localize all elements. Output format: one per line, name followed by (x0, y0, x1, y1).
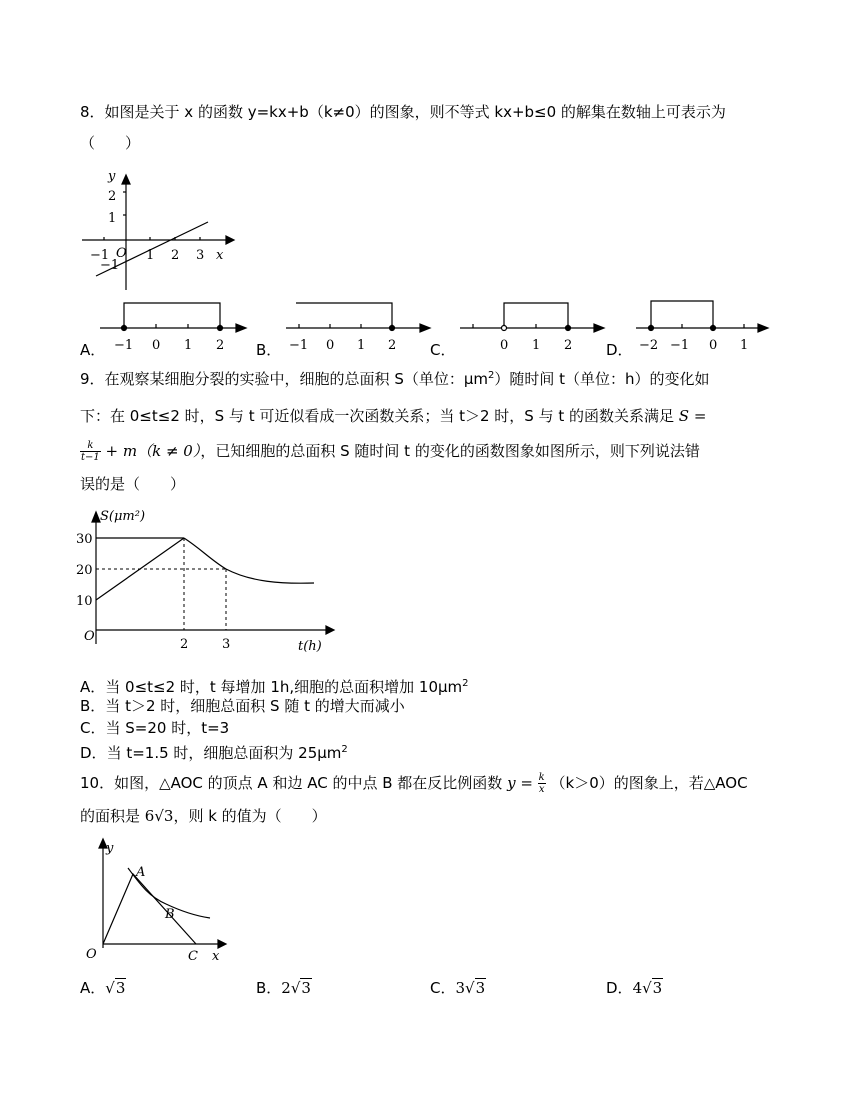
q8-b-bracket (296, 303, 392, 328)
q9-fraction: $\frac{k}{t-1}$ (81, 440, 100, 463)
q9-y-tick-20: 20 (76, 563, 93, 578)
q8-option-c-numberline (460, 296, 610, 356)
svg-text:1: 1 (532, 338, 541, 353)
svg-text:1: 1 (357, 338, 366, 353)
q8-stem-line2: （ ） (80, 134, 141, 152)
q9-area-chart (76, 504, 346, 654)
q9-option-d: D．当 t=1.5 时，细胞总面积为 $25\mu m^2$ (80, 744, 348, 762)
q8-x-label: x (216, 248, 224, 263)
svg-text:2: 2 (216, 338, 225, 353)
q8-y-tick-2: 2 (108, 189, 117, 204)
q10-triangle (103, 874, 196, 944)
q8-y-label: y (108, 169, 116, 184)
q8-option-b-numberline (286, 296, 436, 356)
q8-d-bracket (651, 301, 713, 328)
q8-origin-label: O (116, 246, 127, 261)
q10-stem-line2: 的面积是 6√3，则 k 的值为（ ） (80, 807, 327, 825)
q9-option-a: A．当 0≤t≤2 时，t 每增加 1h,细胞的总面积增加 $10\mu m^2$ (80, 678, 469, 696)
svg-text:−2: −2 (639, 338, 659, 353)
q8-y-tick-neg1: −1 (100, 258, 120, 273)
q8-x-tick-neg1: −1 (90, 248, 110, 263)
q10-label-x: x (212, 949, 220, 964)
q8-x-arrow (226, 236, 234, 244)
q10-label-o: O (86, 947, 97, 962)
q8-y-arrow (122, 175, 130, 184)
q9-origin: O (84, 629, 95, 644)
q8-a-bracket (124, 303, 220, 328)
q8-option-a-numberline (100, 296, 250, 356)
svg-text:2: 2 (388, 338, 397, 353)
q8-option-a-letter: A． (80, 341, 106, 359)
q10-option-b: B．2√3 (256, 979, 311, 997)
q10-label-a: A (136, 865, 146, 880)
q9-y-tick-10: 10 (76, 594, 93, 609)
q8-option-c-letter: C． (430, 341, 456, 359)
q9-x-tick-2: 2 (180, 637, 189, 652)
q9-x-tick-3: 3 (222, 637, 231, 652)
q10-stem-line1: 10．如图，△AOC 的顶点 A 和边 AC 的中点 B 都在反比例函数 y = $\frac{k}{x}$ （k＞0）的图象上，若△AOC (80, 772, 748, 795)
svg-text:2: 2 (564, 338, 573, 353)
q9-option-b: B．当 t＞2 时，细胞总面积 S 随 t 的增大而减小 (80, 697, 405, 715)
q9-stem-line2: 下：在 0≤t≤2 时，S 与 t 可近似看成一次函数关系；当 t＞2 时，S 与 t 的函数关系满足 S = (80, 407, 707, 425)
q8-option-d-numberline (636, 296, 776, 356)
svg-text:−1: −1 (114, 338, 134, 353)
q10-triangle-figure (78, 836, 238, 966)
q8-function-graph (78, 162, 238, 297)
q9-y-label: S(μm²) (100, 509, 146, 524)
q10-option-c: C．3√3 (430, 979, 486, 997)
q9-y-tick-30: 30 (76, 532, 93, 547)
q9-option-c: C．当 S=20 时，t=3 (80, 719, 230, 737)
q8-x-tick-1: 1 (146, 248, 155, 263)
q10-fraction: $\frac{k}{x}$ (538, 772, 545, 795)
q10-label-c: C (188, 949, 198, 964)
svg-text:0: 0 (500, 338, 509, 353)
svg-text:−1: −1 (670, 338, 690, 353)
q8-x-tick-2: 2 (171, 248, 180, 263)
svg-text:1: 1 (184, 338, 193, 353)
q9-stem-line4: 误的是（ ） (80, 475, 186, 493)
q8-option-b-letter: B． (256, 341, 282, 359)
svg-text:0: 0 (709, 338, 718, 353)
q9-stem-line3: $\frac{k}{t-1}$ + m（k ≠ 0），已知细胞的总面积 S 随时间 t 的变化的函数图象如图所示，则下列说法错 (81, 440, 700, 463)
q10-option-a: A．√3 (80, 979, 126, 997)
q10-label-y: y (106, 841, 114, 856)
q8-option-d-letter: D． (606, 341, 633, 359)
q8-x-tick-3: 3 (196, 248, 205, 263)
q9-curve-segment (184, 538, 314, 583)
q9-x-label: t(h) (298, 639, 322, 654)
q8-y-tick-1: 1 (108, 211, 117, 226)
svg-text:0: 0 (152, 338, 161, 353)
q9-stem-line1: 9．在观察某细胞分裂的实验中，细胞的总面积 S（单位：$\mu m^2$）随时间 t（单位：h）的变化如 (80, 370, 710, 388)
svg-text:1: 1 (740, 338, 749, 353)
q10-option-d: D．4√3 (606, 979, 663, 997)
svg-text:0: 0 (326, 338, 335, 353)
q8-stem-line1: 8．如图是关于 x 的函数 y=kx+b（k≠0）的图象，则不等式 kx+b≤0 的解集在数轴上可表示为 (80, 103, 726, 121)
q10-label-b: B (165, 907, 175, 922)
svg-text:−1: −1 (289, 338, 309, 353)
